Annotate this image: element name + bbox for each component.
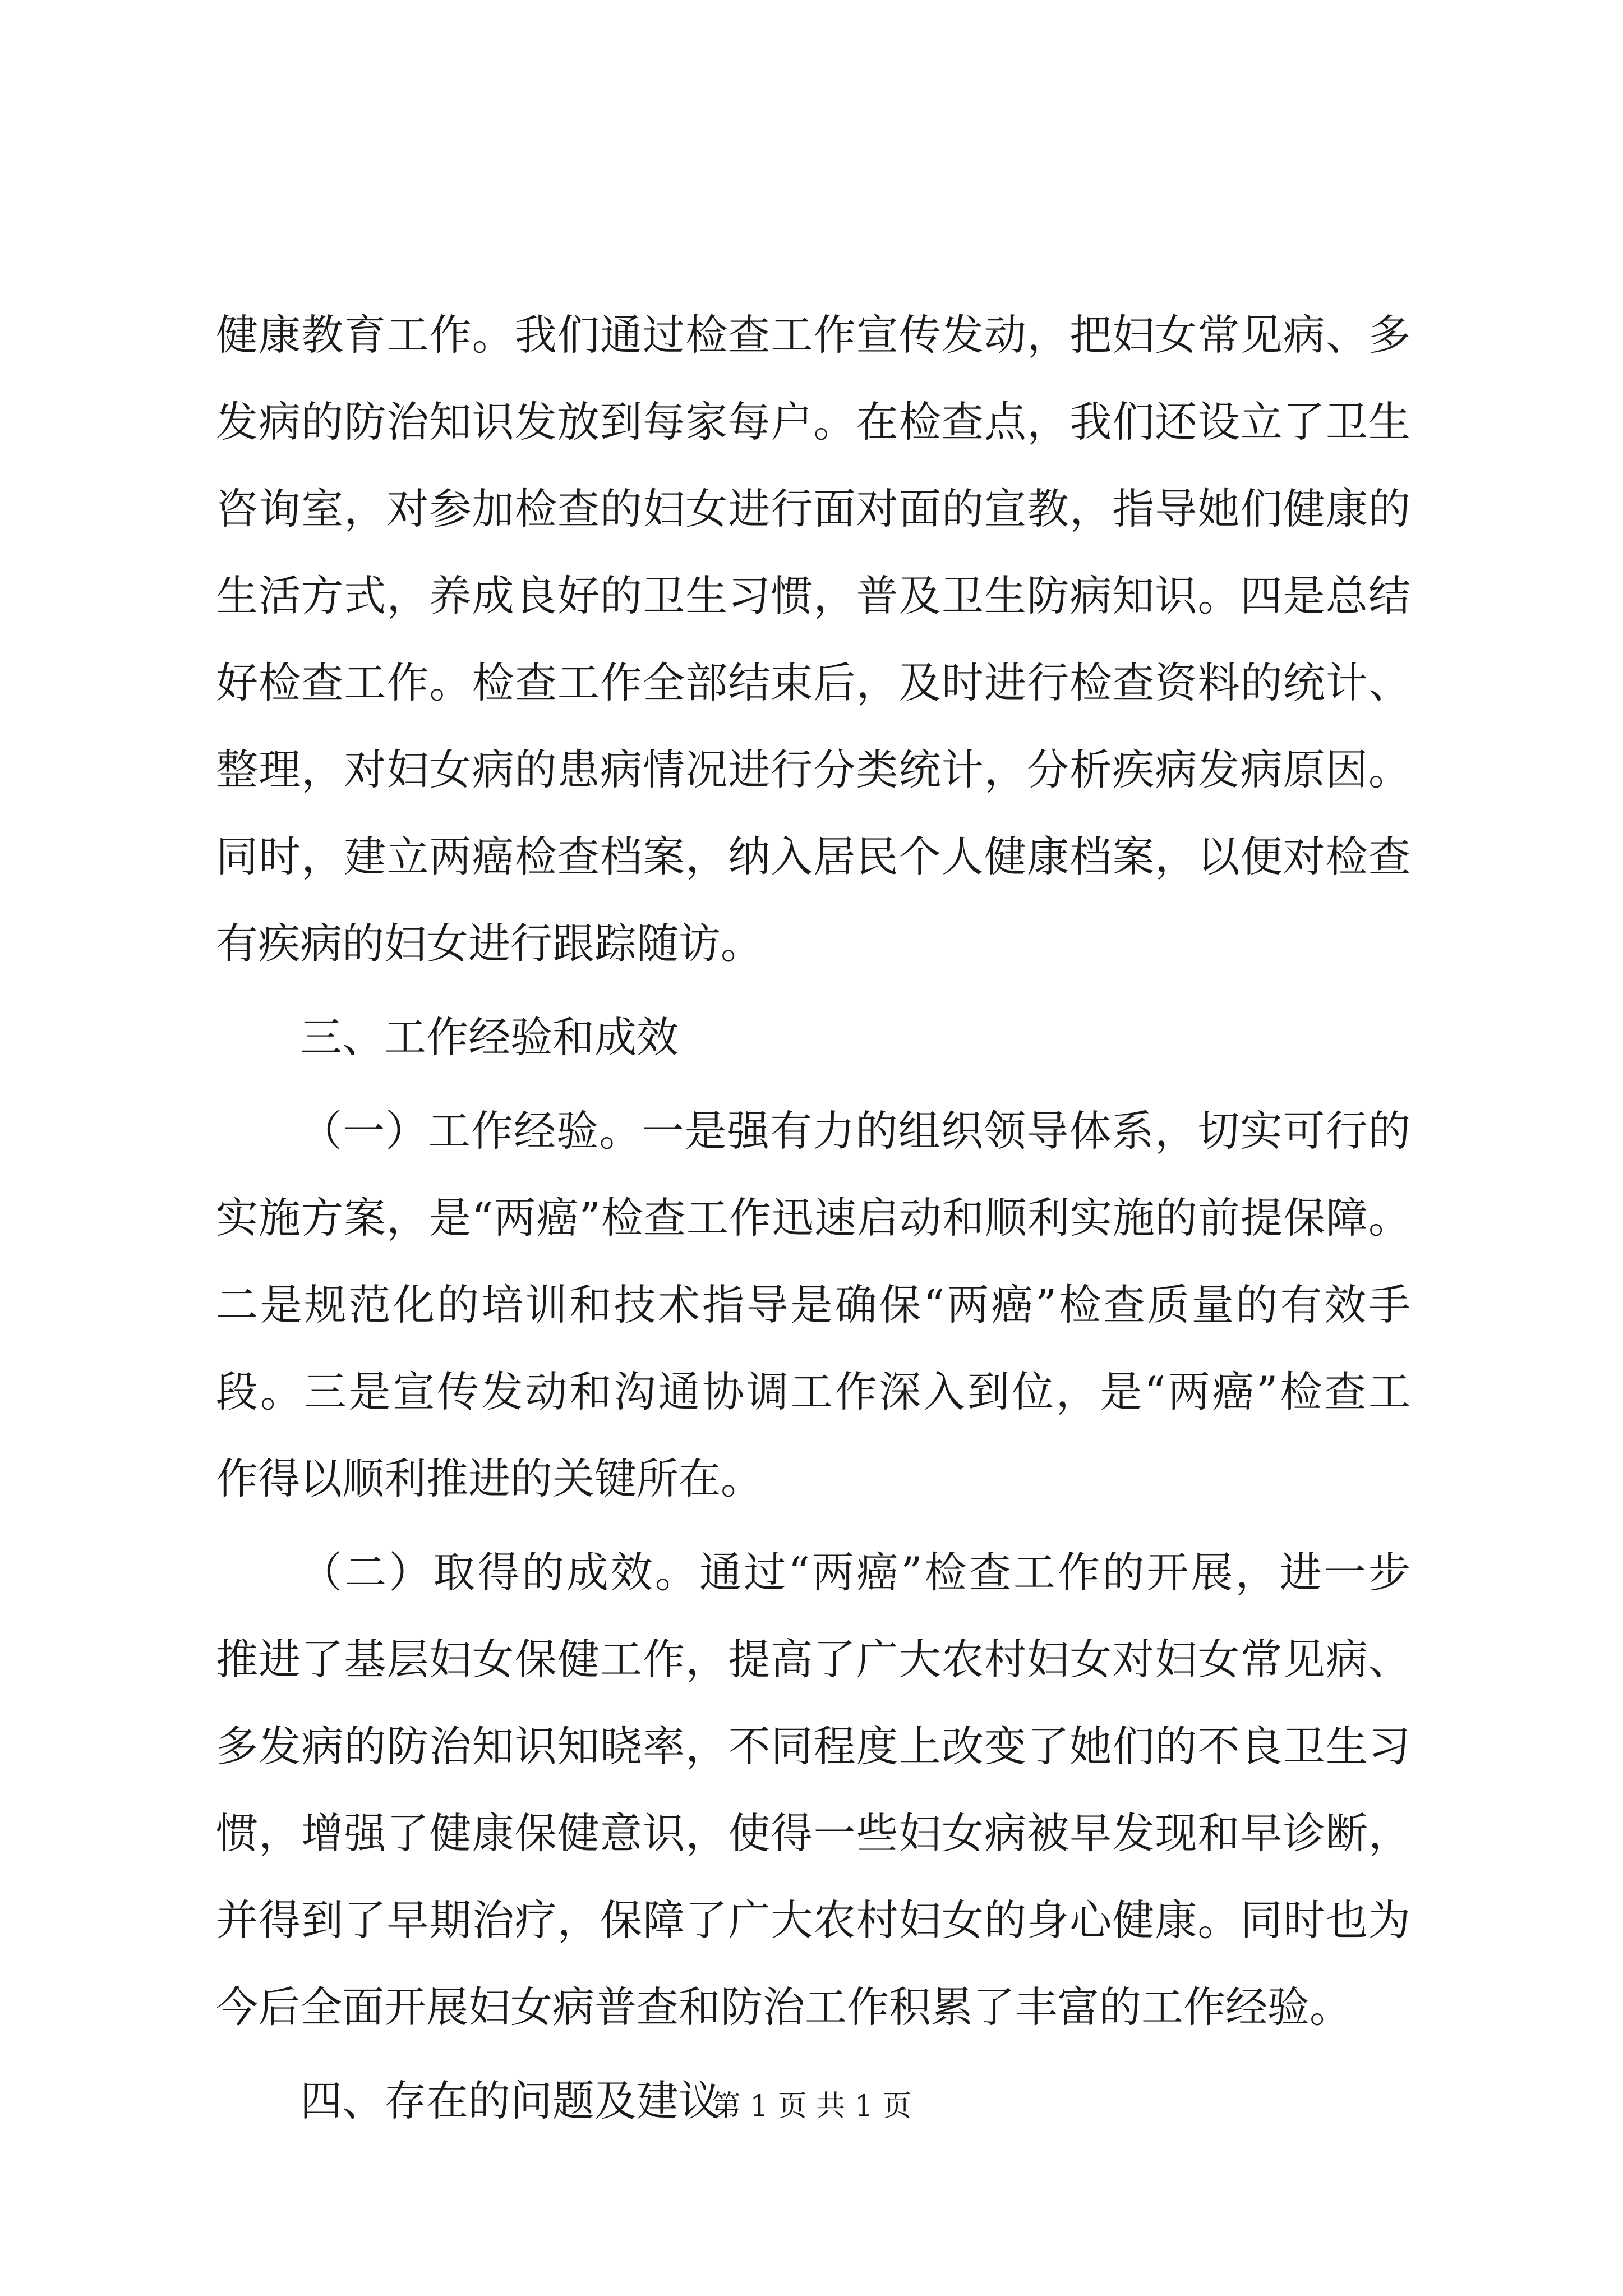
- paragraph-line: （二）取得的成效。通过“两癌”检查工作的开展，进一步: [300, 1548, 1410, 1597]
- paragraph-line: 二是规范化的培训和技术指导是确保“两癌”检查质量的有效手: [216, 1280, 1410, 1329]
- section-heading: 四、存在的问题及建议: [300, 2076, 721, 2125]
- paragraph-line: 段。三是宣传发动和沟通协调工作深入到位，是“两癌”检查工: [216, 1367, 1410, 1416]
- paragraph-line: 整理，对妇女病的患病情况进行分类统计，分析疾病发病原因。: [216, 745, 1410, 794]
- paragraph-line: 健康教育工作。我们通过检查工作宣传发动，把妇女常见病、多: [216, 310, 1410, 360]
- paragraph-line: 多发病的防治知识知晓率，不同程度上改变了她们的不良卫生习: [216, 1722, 1410, 1771]
- document-body: [216, 292, 1410, 2145]
- paragraph-line: 今后全面开展妇女病普查和防治工作积累了丰富的工作经验。: [216, 1982, 1352, 2032]
- paragraph-line: 推进了基层妇女保健工作，提高了广大农村妇女对妇女常见病、: [216, 1635, 1410, 1684]
- paragraph-line: 咨询室，对参加检查的妇女进行面对面的宣教，指导她们健康的: [216, 484, 1410, 533]
- paragraph-line: 并得到了早期治疗，保障了广大农村妇女的身心健康。同时也为: [216, 1895, 1410, 1945]
- paragraph-line: 同时，建立两癌检查档案，纳入居民个人健康档案，以便对检查: [216, 832, 1410, 881]
- paragraph-line: （一）工作经验。一是强有力的组织领导体系，切实可行的: [300, 1106, 1410, 1156]
- paragraph-line: 有疾病的妇女进行跟踪随访。: [216, 919, 763, 968]
- section-heading: 三、工作经验和成效: [300, 1013, 679, 1062]
- paragraph-line: 发病的防治知识发放到每家每户。在检查点，我们还设立了卫生: [216, 397, 1410, 447]
- paragraph-line: 作得以顺利推进的关键所在。: [216, 1454, 763, 1503]
- paragraph-line: 实施方案，是“两癌”检查工作迅速启动和顺利实施的前提保障。: [216, 1193, 1410, 1243]
- page-footer: 第 1 页 共 1 页: [711, 2090, 912, 2123]
- paragraph-line: 生活方式，养成良好的卫生习惯，普及卫生防病知识。四是总结: [216, 571, 1410, 620]
- paragraph-line: 惯，增强了健康保健意识，使得一些妇女病被早发现和早诊断，: [216, 1809, 1410, 1858]
- paragraph-line: 好检查工作。检查工作全部结束后，及时进行检查资料的统计、: [216, 658, 1410, 707]
